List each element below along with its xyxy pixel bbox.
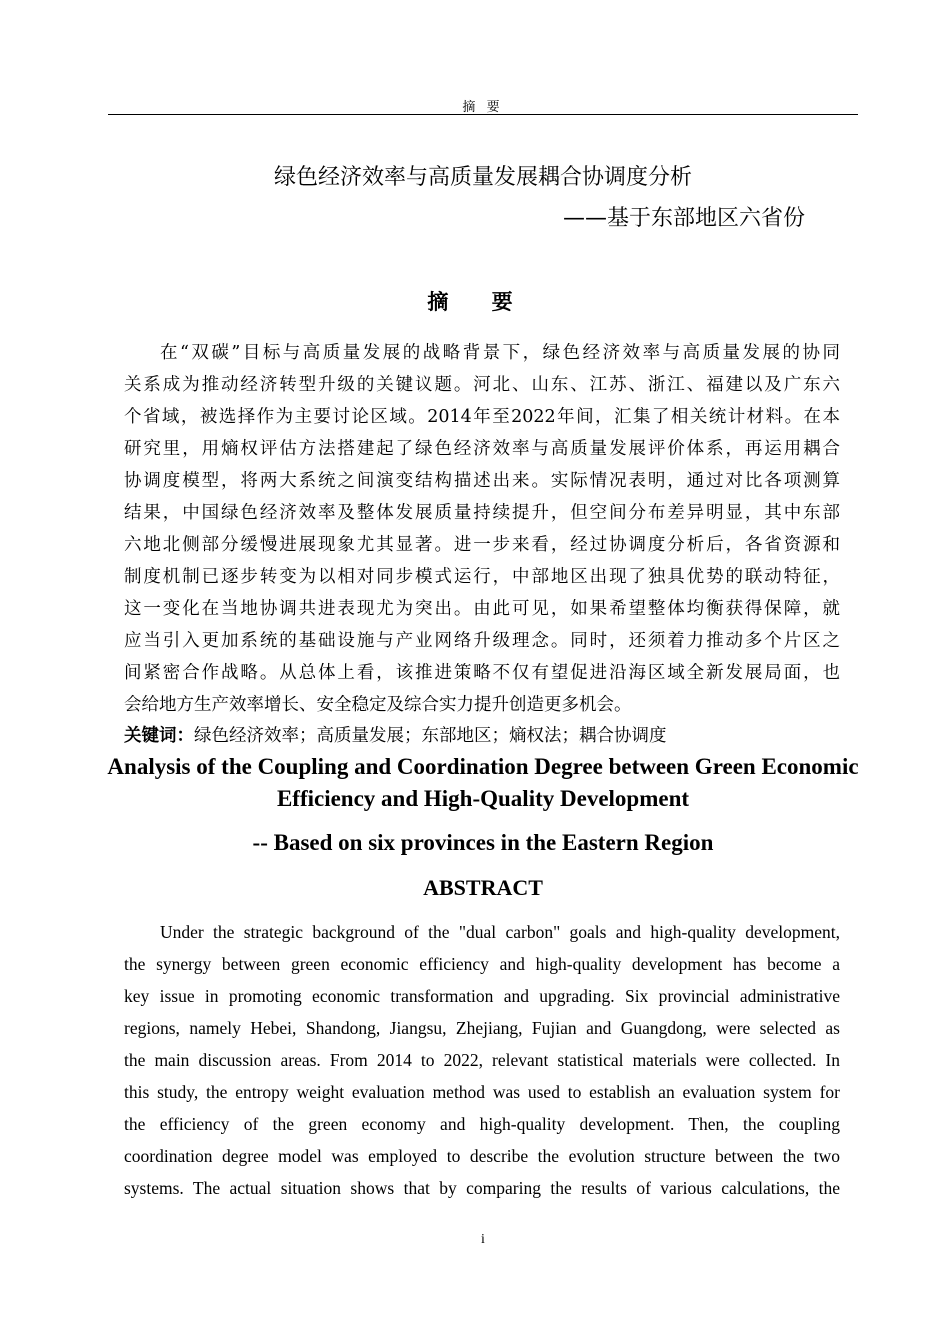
page-number: i bbox=[481, 1232, 485, 1247]
paragraph-line: the efficiency of the green economy and high-quality development. Then, the coupling bbox=[124, 1114, 840, 1134]
paragraph-line: 制度机制已逐步转变为以相对同步模式运行，中部地区出现了独具优势的联动特征， bbox=[124, 567, 840, 587]
paragraph-line: systems. The actual situation shows that by comparing the results of various calculations, the bbox=[124, 1178, 840, 1198]
keywords-cn bbox=[124, 722, 667, 750]
abstract-heading-en: ABSTRACT bbox=[423, 875, 543, 900]
paragraph-line: 六地北侧部分缓慢进展现象尤其显著。进一步来看，经过协调度分析后，各省资源和 bbox=[124, 535, 840, 555]
keywords-text: 绿色经济效率；高质量发展；东部地区；熵权法；耦合协调度 bbox=[194, 726, 667, 746]
keywords-label: 关键词： bbox=[124, 726, 194, 746]
paragraph-line: Under the strategic background of the "dual carbon" goals and high-quality development, bbox=[160, 922, 840, 942]
paragraph-line: the synergy between green economic efficiency and high-quality development has become a bbox=[124, 954, 840, 974]
paragraph-line: 关系成为推动经济转型升级的关键议题。河北、山东、江苏、浙江、福建以及广东六 bbox=[124, 375, 840, 395]
subtitle-cn: ——基于东部地区六省份 bbox=[562, 206, 805, 231]
paragraph-line: key issue in promoting economic transformation and upgrading. Six provincial administrative bbox=[124, 986, 840, 1006]
paragraph-line: 间紧密合作战略。从总体上看，该推进策略不仅有望促进沿海区域全新发展局面，也 bbox=[124, 663, 840, 683]
subtitle-en: -- Based on six provinces in the Eastern Region bbox=[252, 830, 714, 855]
paragraph-line: coordination degree model was employed to describe the evolution structure between the two bbox=[124, 1146, 840, 1166]
paragraph-line: 在“双碳”目标与高质量发展的战略背景下，绿色经济效率与高质量发展的协同 bbox=[160, 343, 840, 363]
paragraph-line: this study, the entropy weight evaluation method was used to establish an evaluation system for bbox=[124, 1082, 840, 1102]
running-header: 摘 要 bbox=[462, 99, 504, 114]
paragraph-line: 结果，中国绿色经济效率及整体发展质量持续提升，但空间分布差异明显，其中东部 bbox=[124, 503, 840, 523]
paragraph-line: 个省域，被选择作为主要讨论区域。2014年至2022年间，汇集了相关统计材料。在本 bbox=[124, 407, 840, 427]
abstract-cn bbox=[124, 337, 840, 721]
title-en-line1: Analysis of the Coupling and Coordination Degree between Green Economic bbox=[107, 754, 859, 779]
header-rule bbox=[108, 114, 858, 115]
paragraph-line: 研究里，用熵权评估方法搭建起了绿色经济效率与高质量发展评价体系，再运用耦合 bbox=[124, 439, 840, 459]
abstract-en bbox=[124, 916, 840, 1204]
paragraph-line: 应当引入更加系统的基础设施与产业网络升级理念。同时，还须着力推动多个片区之 bbox=[124, 631, 840, 651]
abstract-heading-cn: 摘 要 bbox=[427, 290, 531, 314]
paragraph-line: 协调度模型，将两大系统之间演变结构描述出来。实际情况表明，通过对比各项测算 bbox=[124, 471, 840, 491]
paragraph-line: 会给地方生产效率增长、安全稳定及综合实力提升创造更多机会。 bbox=[124, 695, 632, 715]
title-cn: 绿色经济效率与高质量发展耦合协调度分析 bbox=[273, 165, 692, 190]
paragraph-line: the main discussion areas. From 2014 to 2022, relevant statistical materials were collected. In bbox=[124, 1050, 840, 1070]
paragraph-line: regions, namely Hebei, Shandong, Jiangsu, Zhejiang, Fujian and Guangdong, were selected as bbox=[124, 1018, 840, 1038]
title-en-line2: Efficiency and High-Quality Development bbox=[276, 786, 690, 811]
paragraph-line: 这一变化在当地协调共进表现尤为突出。由此可见，如果希望整体均衡获得保障，就 bbox=[124, 599, 840, 619]
